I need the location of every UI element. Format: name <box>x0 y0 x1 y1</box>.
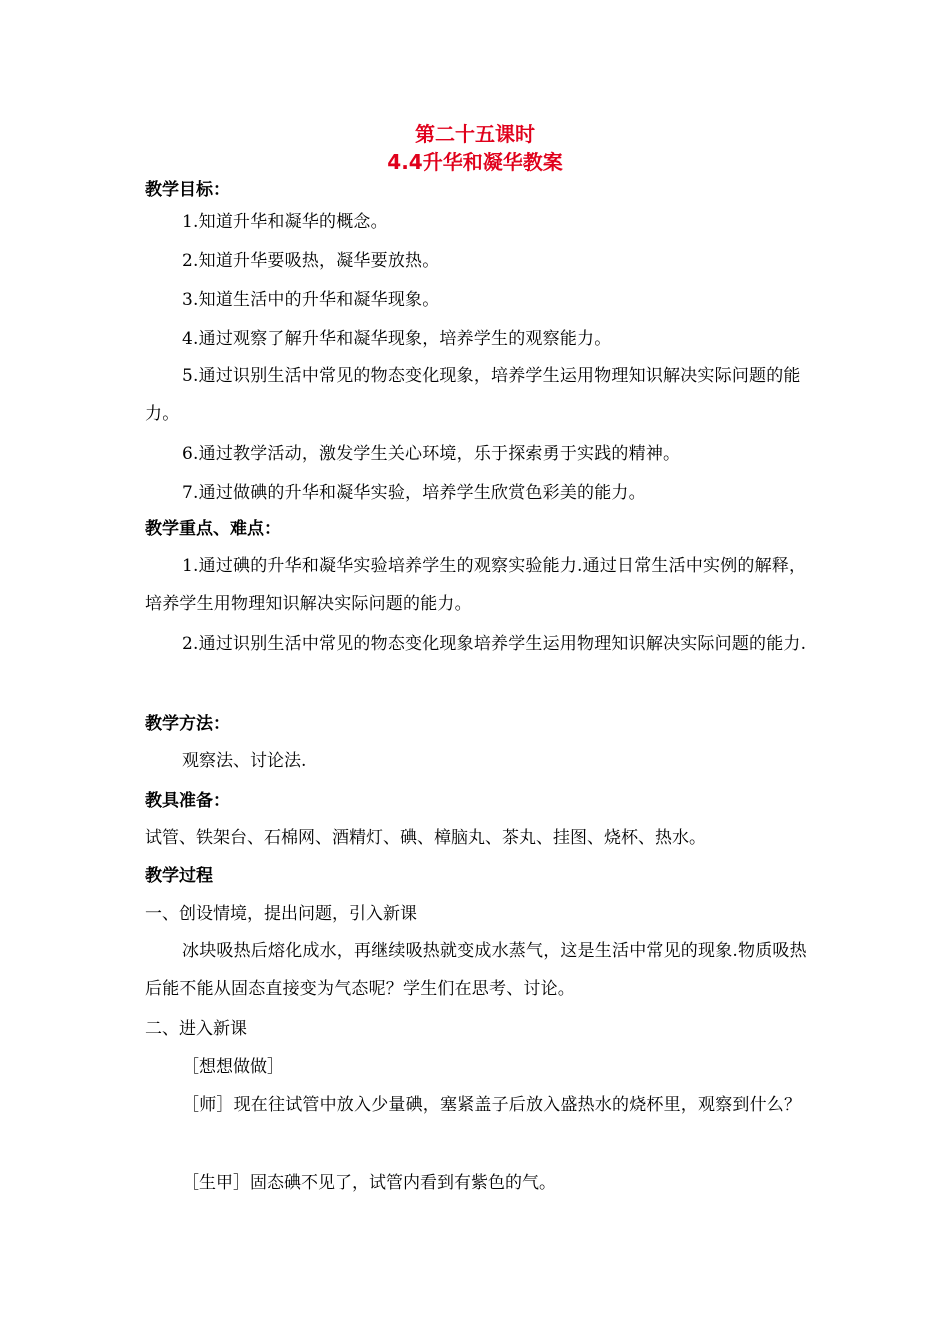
section-2-title: 二、进入新课 <box>145 1019 247 1039</box>
key-point-item-2: 2.通过识别生活中常见的物态变化现象培养学生运用物理知识解决实际问题的能力. <box>182 634 807 654</box>
key-points-heading: 教学重点、难点： <box>145 519 281 539</box>
process-heading: 教学过程 <box>145 866 213 886</box>
objective-item-4: 4.通过观察了解升华和凝华现象，培养学生的观察能力。 <box>182 329 612 349</box>
methods-text: 观察法、讨论法. <box>182 751 307 771</box>
teacher-dialogue: ［师］现在往试管中放入少量碘，塞紧盖子后放入盛热水的烧杯里，观察到什么？ <box>182 1095 802 1115</box>
objective-item-6: 6.通过教学活动，激发学生关心环境，乐于探索勇于实践的精神。 <box>182 444 681 464</box>
lesson-number-title: 第二十五课时 <box>415 122 535 146</box>
objective-item-3: 3.知道生活中的升华和凝华现象。 <box>182 290 440 310</box>
student-dialogue: ［生甲］固态碘不见了，试管内看到有紫色的气。 <box>182 1173 556 1193</box>
key-point-item-1: 1.通过碘的升华和凝华实验培养学生的观察实验能力.通过日常生活中实例的解释，培养学生用物理知识解决实际问题的能力。 <box>145 556 807 614</box>
activity-label: ［想想做做］ <box>182 1057 284 1077</box>
materials-heading: 教具准备： <box>145 791 230 811</box>
objective-item-1: 1.知道升华和凝华的概念。 <box>182 212 388 232</box>
methods-heading: 教学方法： <box>145 714 230 734</box>
objectives-heading: 教学目标： <box>145 180 230 200</box>
objective-item-7: 7.通过做碘的升华和凝华实验，培养学生欣赏色彩美的能力。 <box>182 483 646 503</box>
objective-item-2: 2.知道升华要吸热，凝华要放热。 <box>182 251 440 271</box>
objective-item-5: 5.通过识别生活中常见的物态变化现象，培养学生运用物理知识解决实际问题的能力。 <box>145 366 801 424</box>
section-1-text: 冰块吸热后熔化成水，再继续吸热就变成水蒸气，这是生活中常见的现象.物质吸热后能不能从固态直接变为气态呢？学生们在思考、讨论。 <box>145 941 807 999</box>
lesson-title: 4.4升华和凝华教案 <box>387 150 563 174</box>
section-1-title: 一、创设情境，提出问题，引入新课 <box>145 904 417 924</box>
materials-text: 试管、铁架台、石棉网、酒精灯、碘、樟脑丸、茶丸、挂图、烧杯、热水。 <box>145 828 706 848</box>
